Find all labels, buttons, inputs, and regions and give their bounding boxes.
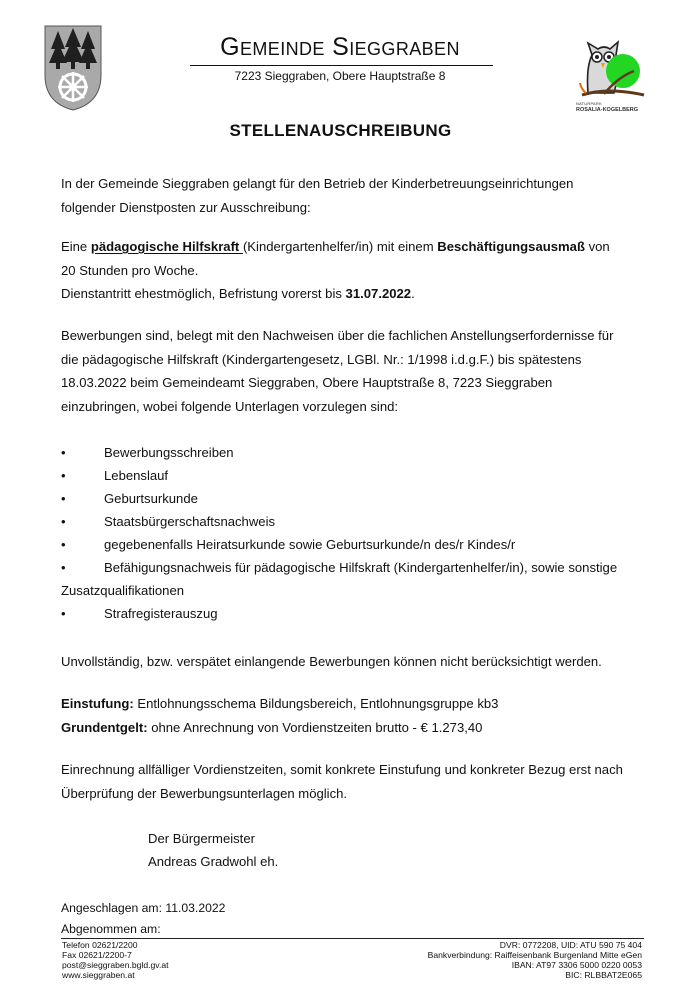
credit-note (61, 758, 646, 805)
list-item (61, 602, 617, 625)
nature-park-name: ROSALIA-KOGELBERG (576, 107, 639, 113)
bullet: • (61, 491, 66, 506)
application-line: 18.03.2022 beim Gemeindeamt Sieggraben, Obere Hauptstraße 8, 7223 Sieggraben (61, 375, 553, 390)
grade-value: Entlohnungsschema Bildungsbereich, Entlohnungsgruppe kb3 (133, 696, 499, 711)
grade-label: Einstufung: (61, 696, 134, 711)
bullet: • (61, 468, 66, 483)
list-item-text: Strafregisterauszug (104, 606, 218, 621)
title-underline (190, 65, 493, 66)
intro-line: In der Gemeinde Sieggraben gelangt für den Betrieb der Kinderbetreuungseinrichtungen (61, 176, 574, 191)
footer-phone: Telefon 02621/2200 (62, 940, 138, 950)
bullet: • (61, 514, 66, 529)
application-line: Bewerbungen sind, belegt mit den Nachweisen über die fachlichen Anstellungserfordernisse für (61, 328, 614, 343)
document-heading: STELLENAUSCHREIBUNG (229, 121, 452, 140)
incomplete-note: Unvollständig, bzw. verspätet einlangende Bewerbungen können nicht berücksichtigt werden. (61, 654, 602, 669)
list-item-wrap: Zusatzqualifikationen (61, 583, 185, 598)
footer-iban: IBAN: AT97 3306 5000 0220 0053 (511, 959, 642, 970)
footer-email: post@sieggraben.bgld.gv.at (62, 959, 169, 970)
list-item-text: Lebenslauf (104, 468, 169, 483)
list-item-text: Bewerbungsschreiben (104, 445, 234, 460)
list-item-text: Befähigungsnachweis für pädagogische Hilfskraft (Kindergartenhelfer/in), sowie sonstige (104, 560, 618, 575)
extent-label: Beschäftigungsausmaß (437, 239, 585, 254)
credit-line: Einrechnung allfälliger Vordienstzeiten, somit konkrete Einstufung und konkreter Bezug erst nach (61, 762, 623, 777)
footer-bank (428, 941, 642, 981)
footer-bank-name: Bankverbindung: Raiffeisenbank Burgenland Mitte eGen (427, 949, 642, 960)
owl-logo-icon (578, 37, 648, 99)
footer-fax: Fax 02621/2200-7 (62, 949, 132, 960)
list-item-text: Geburtsurkunde (104, 491, 198, 506)
bullet: • (61, 606, 66, 621)
intro-line: folgender Dienstposten zur Ausschreibung: (61, 199, 311, 215)
municipality-title: Gemeinde Sieggraben (220, 33, 460, 61)
signature-block (148, 827, 278, 873)
bullet: • (61, 445, 66, 460)
position-title: pädagogische Hilfskraft (90, 239, 243, 254)
footer-contact (62, 941, 169, 981)
list-item (61, 556, 617, 579)
base-pay-line (61, 716, 646, 740)
base-pay-label: Grundentgelt: (61, 719, 148, 735)
coat-of-arms-icon (44, 25, 102, 111)
list-item (61, 533, 617, 556)
application-line: einzubringen, wobei folgende Unterlagen vorzulegen sind: (61, 398, 399, 414)
text-run: Dienstantritt ehestmöglich, Befristung vorerst bis (61, 286, 346, 301)
posted-date: Angeschlagen am: 11.03.2022 (61, 901, 226, 915)
text-run: von (584, 239, 610, 254)
end-date: 31.07.2022 (345, 286, 412, 301)
pay-paragraph (61, 692, 646, 739)
list-item (61, 510, 617, 533)
footer-website: www.sieggraben.at (62, 969, 135, 980)
base-pay-value: ohne Anrechnung von Vordienstzeiten brutto - € 1.273,40 (147, 719, 483, 735)
footer-divider (61, 938, 644, 939)
grade-line (61, 692, 646, 716)
text-run: Eine (61, 239, 91, 254)
bullet: • (61, 560, 66, 575)
list-item (61, 441, 617, 464)
documents-list (61, 441, 617, 625)
municipality-address: 7223 Sieggraben, Obere Hauptstraße 8 (234, 69, 446, 83)
list-item-text: Staatsbürgerschaftsnachweis (104, 514, 276, 529)
text-run: (Kindergartenhelfer/in) mit einem (242, 239, 438, 254)
list-item-text: gegebenenfalls Heiratsurkunde sowie Geburtsurkunde/n des/r Kindes/r (104, 537, 516, 552)
intro-paragraph (61, 172, 646, 219)
position-paragraph (61, 235, 646, 306)
footer-bic: BIC: RLBBAT2E065 (565, 969, 642, 980)
list-item (61, 487, 617, 510)
position-line (61, 235, 646, 259)
footer-dvr: DVR: 0772208, UID: ATU 590 75 404 (499, 940, 642, 950)
start-line (61, 282, 646, 306)
list-item (61, 464, 617, 487)
application-line: die pädagogische Hilfskraft (Kindergartengesetz, LGBl. Nr.: 1/1998 i.d.g.F.) bis spätestens (61, 351, 582, 367)
credit-line: Überprüfung der Bewerbungsunterlagen möglich. (61, 785, 348, 801)
signature-role: Der Bürgermeister (148, 831, 255, 846)
application-paragraph (61, 324, 646, 418)
nature-park-label: NATURPARK (576, 101, 602, 106)
signature-name: Andreas Gradwohl eh. (148, 854, 279, 869)
text-run: . (411, 286, 415, 301)
posting-dates (61, 898, 225, 940)
hours-line: 20 Stunden pro Woche. (61, 262, 199, 278)
bullet: • (61, 537, 66, 552)
removed-date: Abgenommen am: (61, 922, 161, 936)
